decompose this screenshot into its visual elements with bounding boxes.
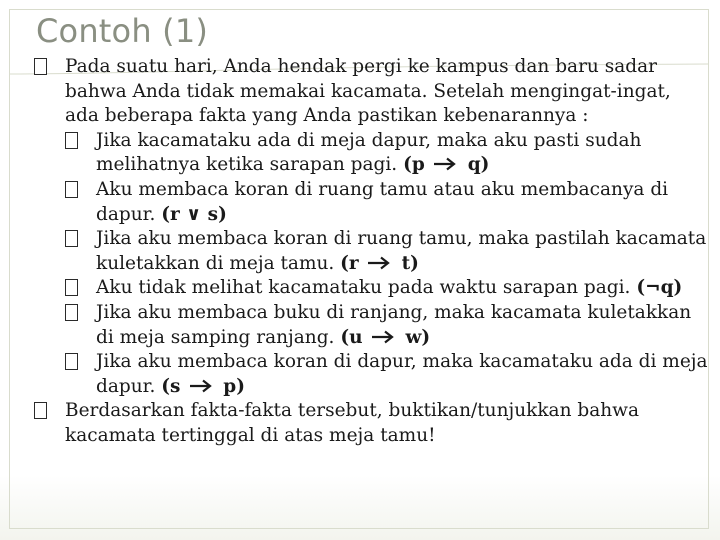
formula-close: p) <box>223 375 245 397</box>
conclusion-item <box>34 399 709 448</box>
implies-arrow-icon <box>367 256 393 270</box>
fact-item <box>34 227 709 276</box>
formula-open: (s <box>161 375 181 397</box>
fact-formula <box>636 277 682 298</box>
formula-operator: ∨ <box>186 203 202 225</box>
slide-content <box>34 55 709 449</box>
bullet-box-icon <box>65 132 78 149</box>
formula-close: s) <box>207 203 227 225</box>
fact-formula <box>340 253 419 274</box>
formula-close: q) <box>467 154 490 176</box>
fact-text: Jika aku membaca koran di dapur, maka kacamataku ada di meja dapur. <box>96 351 708 397</box>
fact-text: Jika aku membaca koran di ruang tamu, maka pastilah kacamata kuletakkan di meja tamu. <box>96 228 707 274</box>
fact-text: Jika kacamataku ada di meja dapur, maka aku pasti sudah melihatnya ketika sarapan pagi. <box>96 129 642 176</box>
formula-open: (p <box>403 154 425 176</box>
fact-formula <box>340 327 430 348</box>
formula-open: ( <box>636 277 646 299</box>
formula-close: w) <box>405 326 431 348</box>
fact-item <box>34 301 709 350</box>
fact-item <box>34 276 709 301</box>
facts-list <box>34 129 709 400</box>
bullet-box-icon <box>65 353 78 370</box>
formula-operator: ¬ <box>645 277 661 299</box>
bullet-box-icon <box>65 181 78 198</box>
formula-close: q) <box>660 277 683 299</box>
fact-item <box>34 129 709 178</box>
fact-formula <box>161 376 245 397</box>
fact-formula <box>403 154 489 175</box>
fact-formula <box>161 204 227 225</box>
bullet-box-icon <box>65 304 78 321</box>
conclusion-text: Berdasarkan fakta-fakta tersebut, buktikan/tunjukkan bahwa kacamata tertinggal di atas meja tamu! <box>65 400 640 446</box>
implies-arrow-icon <box>189 379 215 393</box>
intro-item <box>34 55 709 129</box>
intro-text: Pada suatu hari, Anda hendak pergi ke kampus dan baru sadar bahwa Anda tidak memakai kacamata. Setelah mengingat-ingat, ada beberapa fakta yang Anda pastikan kebenarannya : <box>65 56 671 127</box>
implies-arrow-icon <box>433 157 459 171</box>
formula-open: (r <box>340 252 359 274</box>
bullet-box-icon <box>34 402 47 419</box>
fact-text: Jika aku membaca buku di ranjang, maka kacamata kuletakkan di meja samping ranjang. <box>96 301 692 348</box>
formula-close: t) <box>401 252 419 274</box>
fact-item <box>34 178 709 227</box>
slide-title: Contoh (1) <box>36 12 209 50</box>
formula-open: (u <box>340 326 363 348</box>
formula-open: (r <box>161 203 180 225</box>
bullet-box-icon <box>65 279 78 296</box>
bullet-box-icon <box>65 230 78 247</box>
fact-text: Aku membaca koran di ruang tamu atau aku membacanya di dapur. <box>96 178 669 225</box>
fact-text: Aku tidak melihat kacamataku pada waktu sarapan pagi. <box>96 277 631 299</box>
fact-item <box>34 350 709 399</box>
implies-arrow-icon <box>371 330 397 344</box>
bullet-box-icon <box>34 58 47 75</box>
